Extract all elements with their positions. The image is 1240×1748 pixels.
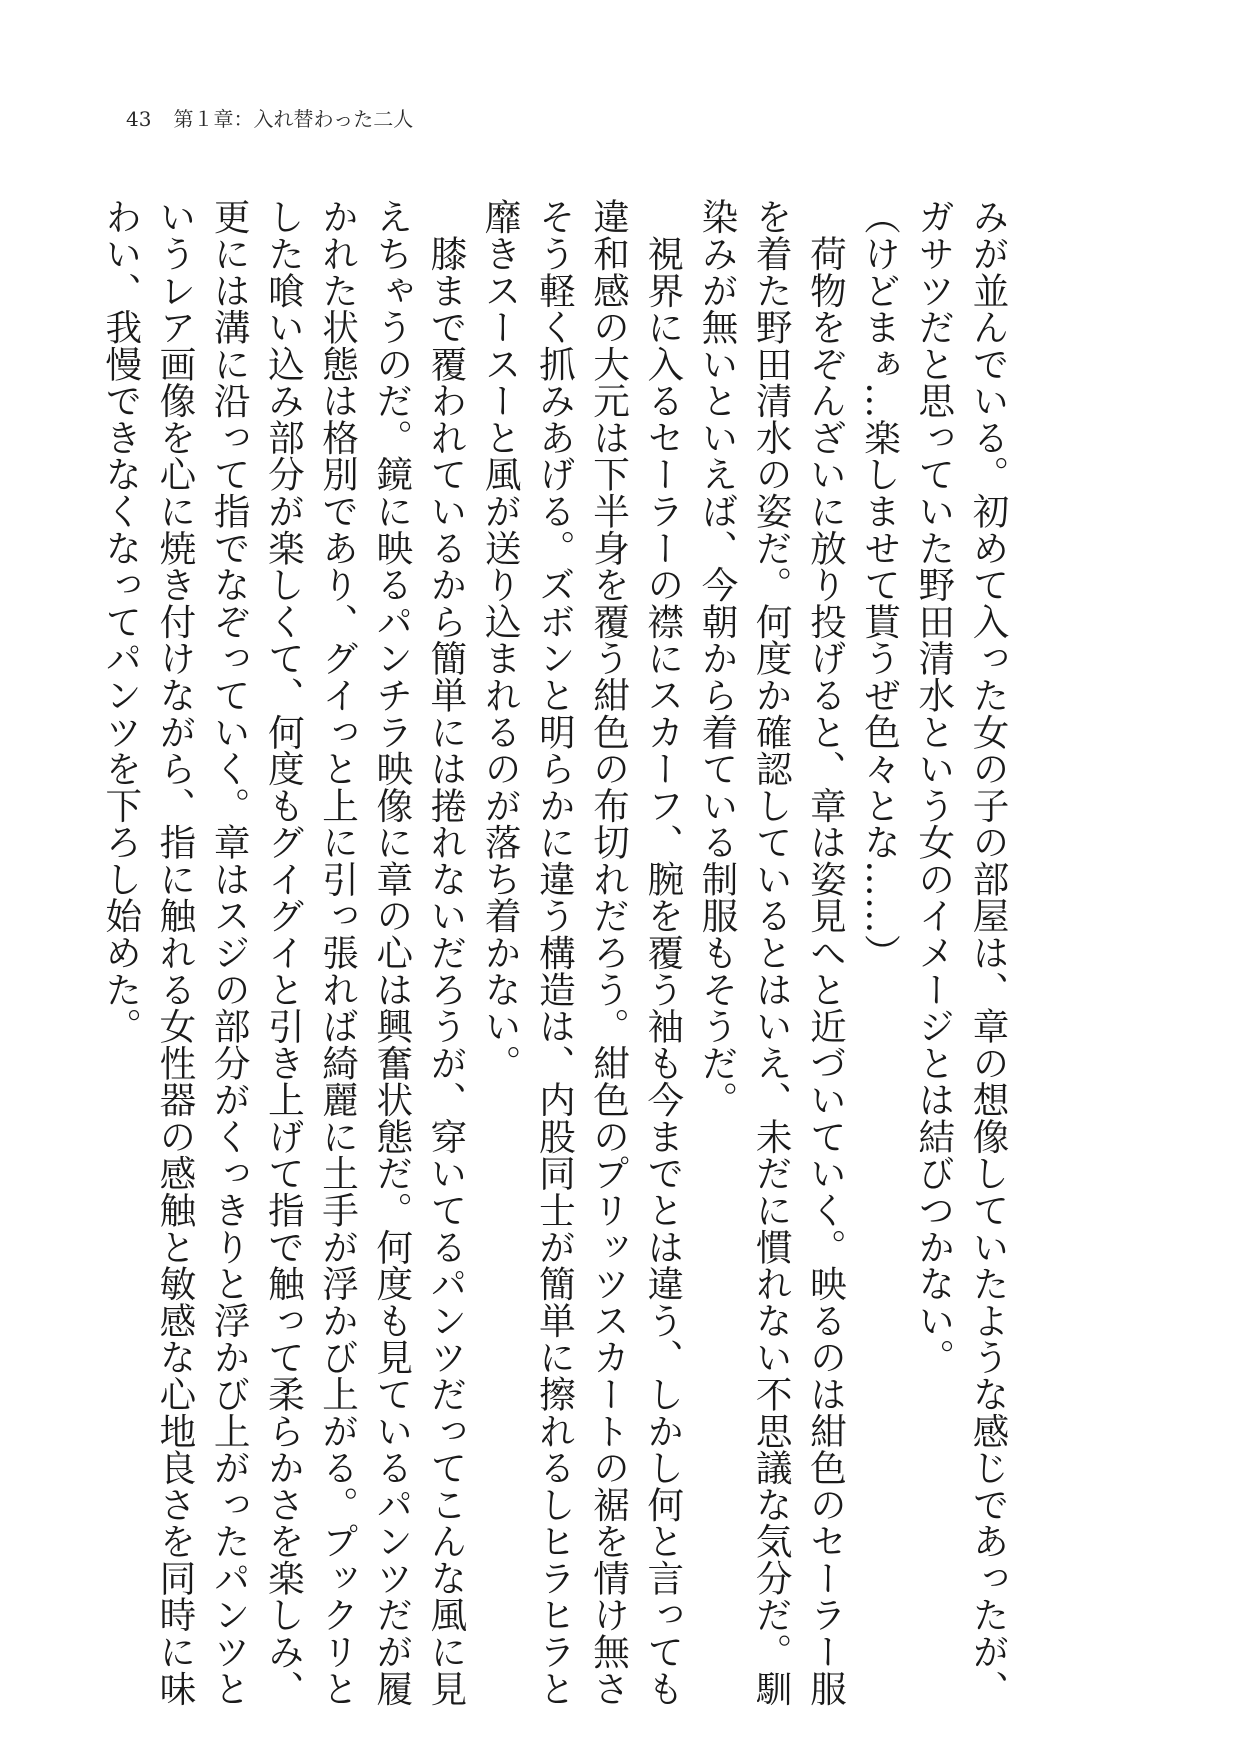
paragraph: みが並んでいる。初めて入った女の子の部屋は、章の想像していたような感じであったが、ガサツだと思っていた野田清水という女のイメージとは結びつかない。: [912, 198, 1010, 1707]
paragraph: 膝まで覆われているから簡単には捲れないだろうが、穿いてるパンツだってこんな風に見えちゃうのだ。鏡に映るパンチラ映像に章の心は興奮状態だ。何度も見ているパンツだが履かれた状態は格別であり、グイっと上に引っ張れば綺麗に土手が浮かび上がる。プックリとした喰い込み部分が楽しくて、何度もグイグイと引き上げて指で触って柔らかさを楽しみ、更には溝に沿って指でなぞっていく。章はスジの部分がくっきりと浮かび上がったパンツというレア画像を心に焼き付けながら、指に触れる女性器の感触と敏感な心地良さを同時に味わい、我慢できなくなってパンツを下ろし始めた。: [99, 198, 468, 1707]
body-text: [94, 198, 1015, 1718]
paragraph: （けどまぁ…楽しませて貰うぜ色々とな……）: [858, 198, 902, 971]
chapter-title: 第１章：入れ替わった二人: [173, 107, 414, 131]
paragraph: 荷物をぞんざいに放り投げると、章は姿見へと近づいていく。映るのは紺色のセーラー服を着た野田清水の姿だ。何度か確認しているとはいえ、未だに慣れない不思議な気分だ。馴染みが無いといえば、今朝から着ている制服もそうだ。: [695, 198, 848, 1707]
page-number: 43: [126, 107, 152, 131]
running-header: [126, 106, 413, 132]
paragraph: 視界に入るセーラーの襟にスカーフ、腕を覆う袖も今までとは違う、しかし何と言っても違和感の大元は下半身を覆う紺色の布切れだろう。紺色のプリッツスカートの裾を情け無さそう軽く抓みあげる。ズボンと明らかに違う構造は、内股同士が簡単に擦れるしヒラヒラと靡きスースーと風が送り込まれるのが落ち着かない。: [479, 198, 685, 1707]
